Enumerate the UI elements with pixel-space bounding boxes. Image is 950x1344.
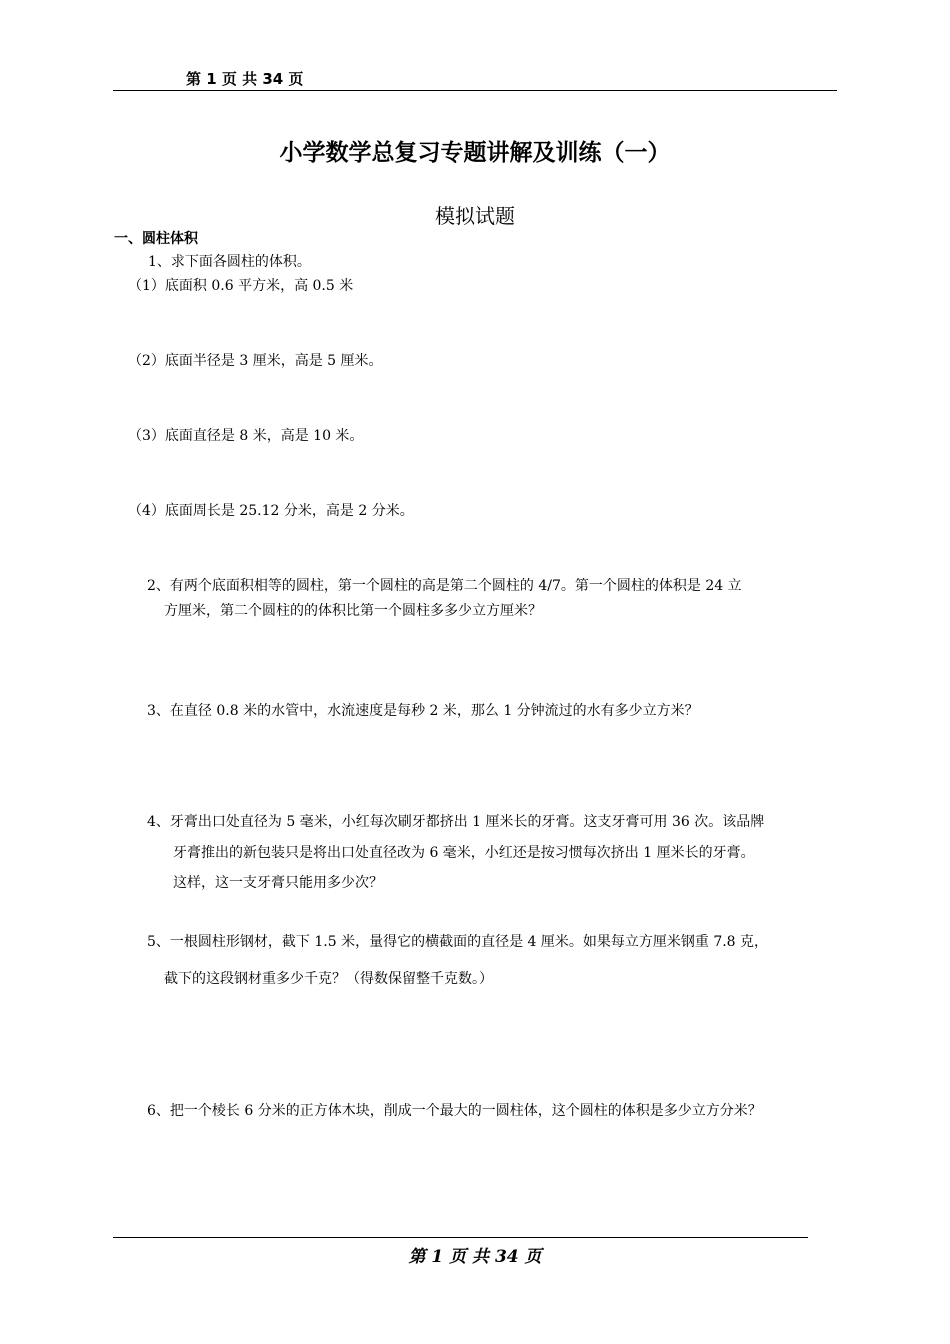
question-6: 6、把一个棱长 6 分米的正方体木块，削成一个最大的一圆柱体，这个圆柱的体积是多少立方分米？ — [147, 1103, 762, 1119]
question-3: 3、在直径 0.8 米的水管中，水流速度是每秒 2 米，那么 1 分钟流过的水有多少立方米？ — [147, 703, 699, 719]
footer-page-label: 第 1 页 共 34 页 — [408, 1247, 542, 1267]
header-rule — [113, 90, 837, 91]
question-2-line-1: 2、有两个底面积相等的圆柱，第一个圆柱的高是第二个圆柱的 4/7。第一个圆柱的体积是 24 立 — [147, 578, 742, 594]
page-title: 小学数学总复习专题讲解及训练（一） — [279, 140, 671, 166]
footer-rule — [113, 1237, 808, 1238]
header-page-label: 第 1 页 共 34 页 — [186, 70, 304, 88]
section-heading: 一、圆柱体积 — [114, 231, 198, 247]
question-2-line-2: 方厘米，第二个圆柱的的体积比第一个圆柱多多少立方厘米？ — [164, 603, 542, 619]
question-1-part-2: （2）底面半径是 3 厘米，高是 5 厘米。 — [128, 353, 383, 369]
question-5-line-2: 截下的这段钢材重多少千克？（得数保留整千克数。） — [164, 971, 493, 987]
question-4-line-3: 这样，这一支牙膏只能用多少次？ — [173, 875, 383, 891]
question-1-part-4: （4）底面周长是 25.12 分米，高是 2 分米。 — [128, 503, 414, 519]
question-4-line-1: 4、牙膏出口处直径为 5 毫米，小红每次刷牙都挤出 1 厘米长的牙膏。这支牙膏可用 36 次。该品牌 — [147, 814, 765, 830]
question-1-part-3: （3）底面直径是 8 米，高是 10 米。 — [128, 428, 364, 444]
question-1-part-1: （1）底面积 0.6 平方米，高 0.5 米 — [128, 278, 354, 294]
page-subtitle: 模拟试题 — [435, 204, 515, 228]
question-5-line-1: 5、一根圆柱形钢材，截下 1.5 米，量得它的横截面的直径是 4 厘米。如果每立方厘米钢重 7.8 克， — [147, 934, 769, 950]
question-1-intro: 1、求下面各圆柱的体积。 — [148, 254, 311, 270]
question-4-line-2: 牙膏推出的新包装只是将出口处直径改为 6 毫米，小红还是按习惯每次挤出 1 厘米长的牙膏。 — [173, 845, 755, 861]
